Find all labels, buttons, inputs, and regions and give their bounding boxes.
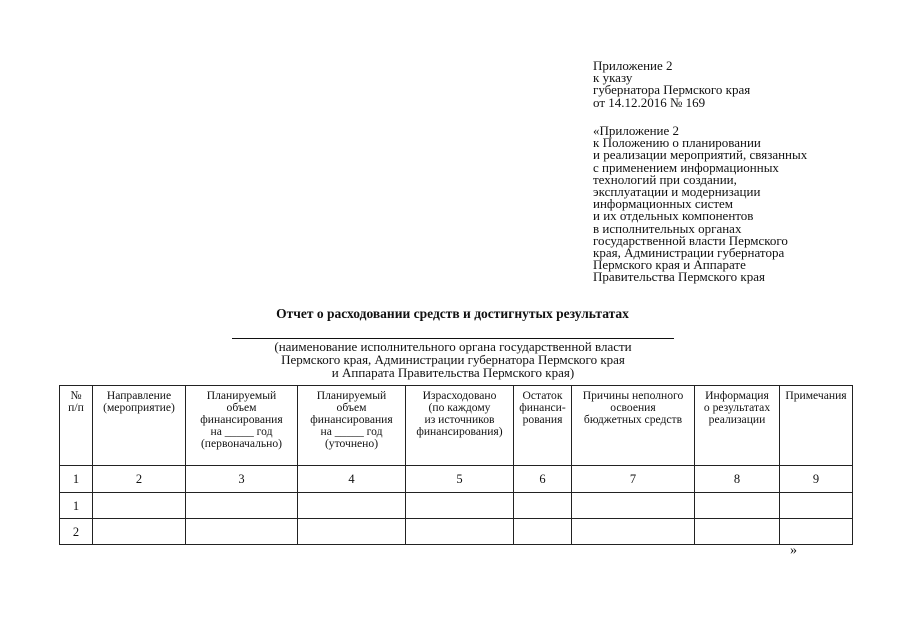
expense-report-table (59, 385, 853, 545)
column-number-cell: 9 (780, 466, 853, 493)
header-cell: Планируемый объем финансирования на _____ год (первоначально) (186, 386, 298, 466)
table-cell (695, 493, 780, 519)
header-cell: Примечания (780, 386, 853, 466)
table-row (60, 519, 853, 545)
table-cell (93, 519, 186, 545)
table-header-row (60, 386, 853, 466)
header-cell: Информация о результатах реализации (695, 386, 780, 466)
closing-quote: » (790, 543, 797, 558)
table-cell: 2 (60, 519, 93, 545)
column-number-cell: 1 (60, 466, 93, 493)
table-cell (406, 519, 514, 545)
column-number-cell: 3 (186, 466, 298, 493)
report-title: Отчет о расходовании средств и достигнутых результатах (276, 306, 629, 321)
header-cell: Направление (мероприятие) (93, 386, 186, 466)
column-number-row (60, 466, 853, 493)
attachment-regulation-reference: «Приложение 2 к Положению о планировании и реализации мероприятий, связанных с применением информационных технологий при создании, эксплуатации и модернизации информационных систем и их отдельных компонентов в исполнительных органах государственной власти Пермского края, Администрации губернатора Пермского края и Аппарате Правительства Пермского края (593, 123, 808, 285)
header-cell: Остаток финанси- рования (514, 386, 572, 466)
column-number-cell: 4 (298, 466, 406, 493)
table-cell (186, 519, 298, 545)
table-cell: 1 (60, 493, 93, 519)
table-cell (695, 519, 780, 545)
table-cell (572, 493, 695, 519)
table-cell (93, 493, 186, 519)
table-cell (186, 493, 298, 519)
table-cell (406, 493, 514, 519)
table-cell (780, 519, 853, 545)
column-number-cell: 5 (406, 466, 514, 493)
header-cell: Причины неполного освоения бюджетных средств (572, 386, 695, 466)
column-number-cell: 8 (695, 466, 780, 493)
table-row (60, 493, 853, 519)
table-cell (514, 519, 572, 545)
header-cell: Планируемый объем финансирования на _____ год (уточнено) (298, 386, 406, 466)
column-number-cell: 7 (572, 466, 695, 493)
column-number-cell: 6 (514, 466, 572, 493)
column-number-cell: 2 (93, 466, 186, 493)
table-cell (298, 493, 406, 519)
table-cell (514, 493, 572, 519)
header-cell: № п/п (60, 386, 93, 466)
attachment-order-reference: Приложение 2 к указу губернатора Пермского края от 14.12.2016 № 169 (593, 58, 751, 110)
table-cell (780, 493, 853, 519)
header-cell: Израсходовано (по каждому из источников финансирования) (406, 386, 514, 466)
org-name-caption: (наименование исполнительного органа государственной власти Пермского края, Администрации губернатора Пермского края и Аппарата Правительства Пермского края) (274, 339, 632, 380)
table-cell (298, 519, 406, 545)
table-cell (572, 519, 695, 545)
